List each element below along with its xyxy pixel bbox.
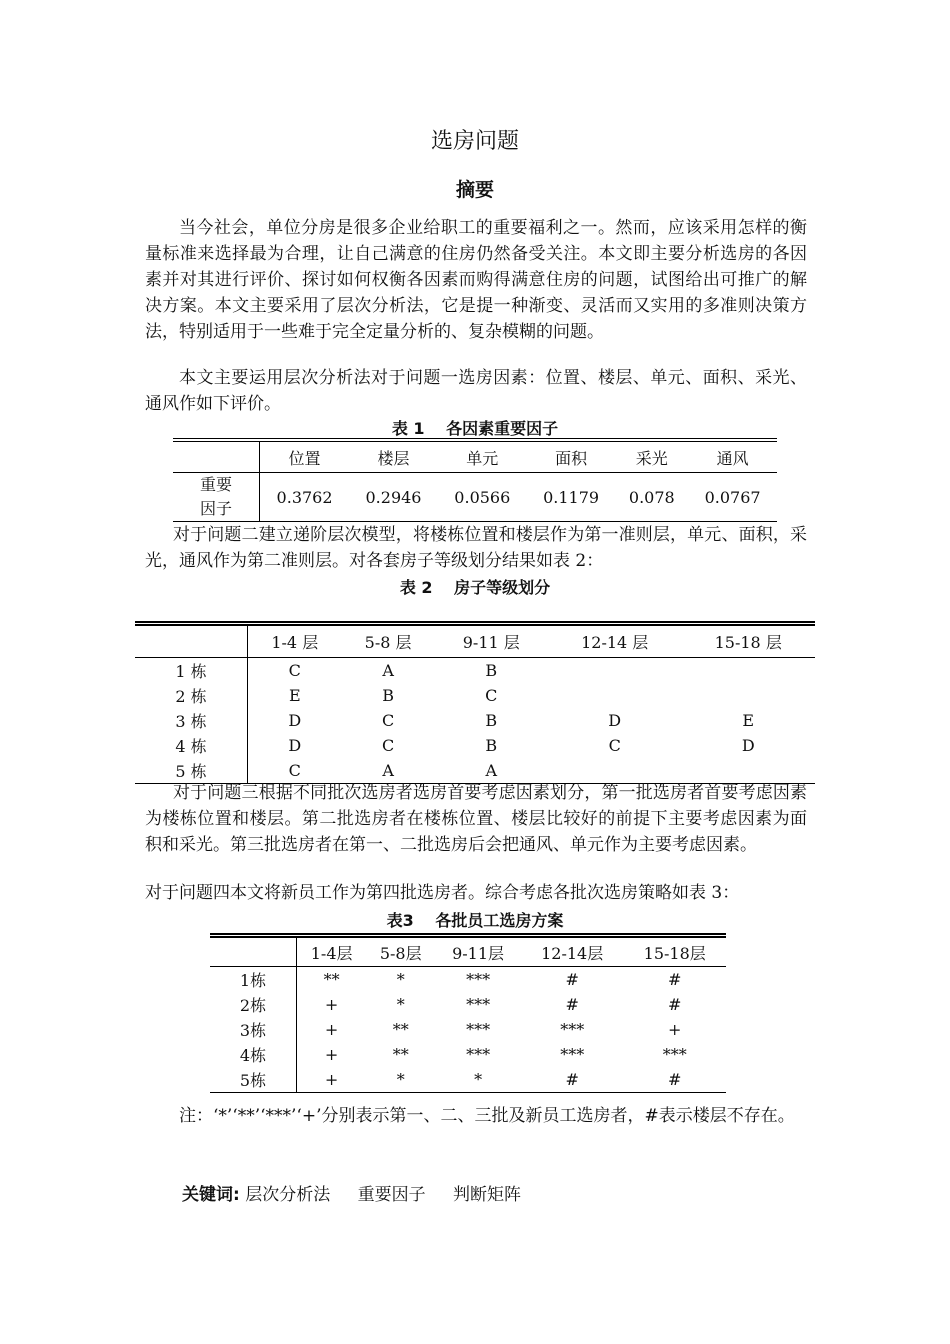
table2-caption: 表 2 房子等级划分	[399, 578, 551, 597]
table-cell: E	[288, 686, 301, 705]
table-cell: A	[485, 761, 498, 780]
table-row	[210, 992, 726, 1017]
table-header-cell: 9-11 层	[435, 624, 548, 658]
row-label-line: 因子	[199, 499, 232, 518]
page-title: 选房问题	[430, 129, 519, 154]
table-header-cell: 1-4 层	[248, 624, 342, 658]
table-cell	[548, 683, 682, 708]
table-header-cell: 9-11层	[435, 936, 521, 967]
keyword: 重要因子	[357, 1185, 426, 1205]
table-row	[210, 1017, 726, 1042]
table-cell: A	[382, 761, 394, 780]
table-header-cell: 1-4层	[297, 936, 367, 967]
table-cell: ***	[466, 995, 491, 1014]
table-header-cell: 15-18层	[623, 936, 726, 967]
house-grade-table	[135, 621, 815, 784]
problem2-paragraph: 对于问题二建立递阶层次模型，将楼栋位置和楼层作为第一准则层，单元、面积，采光，通风作为第二准则层。对各套房子等级划分结果如表 2：	[145, 525, 807, 571]
table-cell: #	[668, 970, 682, 989]
row-label	[173, 473, 260, 522]
factor-importance-table	[173, 438, 777, 522]
table-header-cell: 5-8层	[366, 936, 435, 967]
table-header-row	[173, 440, 777, 473]
problem3-paragraph: 对于问题三根据不同批次选房者选房首要考虑因素划分，第一批选房者首要考虑因素为楼栋位置和楼层。第二批选房者在楼栋位置、楼层比较好的前提下主要考虑因素为面积和采光。第三批选房者在第一、二批选房后会把通风、单元作为主要考虑因素。	[145, 783, 807, 855]
table-cell: +	[324, 1045, 339, 1064]
table-header-row	[135, 624, 815, 658]
table-header-cell: 通风	[688, 440, 777, 473]
table-cell: ***	[560, 1045, 585, 1064]
table-cell: 0.0566	[454, 487, 511, 507]
table-cell: ***	[466, 1020, 491, 1039]
table-row	[135, 733, 815, 758]
table3-note: 注：‘*’‘**’‘***’‘+’分别表示第一、二、三批及新员工选房者，#表示楼层不存在。	[179, 1106, 795, 1126]
table-header-cell: 5-8 层	[342, 624, 435, 658]
table-cell: D	[288, 736, 302, 755]
table-cell	[548, 658, 682, 684]
allocation-plan-table	[210, 933, 726, 1093]
table-cell: *	[396, 995, 405, 1014]
abstract-paragraph-1: 当今社会，单位分房是很多企业给职工的重要福利之一。然而，应该采用怎样的衡量标准来选择最为合理，让自己满意的住房仍然备受关注。本文即主要分析选房的各因素并对其进行评价、探讨如何权衡各因素而购得满意住房的问题，试图给出可推广的解决方案。本文主要采用了层次分析法，它是提一种渐变、灵活而又实用的多准则决策方法，特别适用于一些难于完全定量分析的、复杂模糊的问题。	[145, 218, 807, 342]
table-cell: D	[741, 736, 755, 755]
row-label: 2栋	[210, 992, 297, 1017]
row-label-line: 重要	[199, 475, 232, 494]
row-label: 5栋	[210, 1067, 297, 1093]
table-cell: C	[608, 736, 621, 755]
row-label: 3栋	[210, 1017, 297, 1042]
table-cell: *	[396, 970, 405, 989]
table-cell: C	[288, 761, 301, 780]
table-header-cell: 单元	[438, 440, 527, 473]
table-cell: D	[608, 711, 622, 730]
keywords-line	[182, 1180, 543, 1205]
row-label: 2 栋	[135, 683, 248, 708]
table-row	[135, 708, 815, 733]
table-cell: C	[288, 661, 301, 680]
table-corner-cell	[210, 936, 297, 967]
table-row	[173, 473, 777, 522]
row-label: 4栋	[210, 1042, 297, 1067]
table-cell: A	[382, 661, 394, 680]
table-cell: B	[485, 711, 498, 730]
table-cell: C	[485, 686, 498, 705]
table-cell: #	[565, 1070, 579, 1089]
table-row	[210, 967, 726, 993]
table-cell: #	[565, 970, 579, 989]
table-cell: B	[485, 661, 498, 680]
table-header-cell: 12-14层	[521, 936, 624, 967]
table-header-cell: 12-14 层	[548, 624, 682, 658]
table-corner-cell	[173, 440, 260, 473]
table-header-cell: 楼层	[349, 440, 438, 473]
abstract-paragraph-2: 本文主要运用层次分析法对于问题一选房因素：位置、楼层、单元、面积、采光、通风作如下评价。	[145, 368, 807, 414]
table-cell: ***	[466, 1045, 491, 1064]
table-cell: #	[668, 995, 682, 1014]
table3-caption: 表3 各批员工选房方案	[386, 911, 564, 930]
abstract-heading: 摘要	[455, 179, 494, 201]
table-cell: 0.1179	[543, 487, 600, 507]
row-label: 5 栋	[135, 758, 248, 784]
table-cell: *	[474, 1070, 483, 1089]
table-row	[210, 1042, 726, 1067]
table1-caption: 表 1 各因素重要因子	[391, 419, 559, 438]
keyword: 层次分析法	[245, 1185, 331, 1205]
table-cell: **	[323, 970, 340, 989]
table-cell: D	[288, 711, 302, 730]
table-cell: +	[668, 1020, 682, 1039]
table-cell: **	[392, 1045, 409, 1064]
table-cell: ***	[560, 1020, 585, 1039]
table-cell: 0.2946	[365, 487, 422, 507]
row-label: 1 栋	[135, 658, 248, 684]
table-corner-cell	[135, 624, 248, 658]
table-cell: B	[382, 686, 394, 705]
table-cell	[681, 683, 815, 708]
row-label: 4 栋	[135, 733, 248, 758]
table-cell: #	[565, 995, 579, 1014]
table-row	[210, 1067, 726, 1093]
table-cell: C	[381, 711, 395, 730]
table-cell: #	[668, 1070, 682, 1089]
problem4-paragraph: 对于问题四本文将新员工作为第四批选房者。综合考虑各批次选房策略如表 3：	[145, 883, 740, 903]
table-header-cell: 15-18 层	[681, 624, 815, 658]
table-cell: 0.0767	[704, 487, 761, 507]
table-cell: C	[381, 736, 395, 755]
table-cell: 0.3762	[276, 487, 333, 507]
table-row	[135, 683, 815, 708]
table-cell: **	[392, 1020, 409, 1039]
table-header-cell: 采光	[615, 440, 688, 473]
table-header-row	[210, 936, 726, 967]
keyword: 判断矩阵	[453, 1185, 522, 1205]
table-cell: +	[324, 1070, 339, 1089]
table-cell: +	[324, 995, 339, 1014]
table-cell: E	[742, 711, 755, 730]
table-cell	[681, 658, 815, 684]
row-label: 1栋	[210, 967, 297, 993]
table-header-cell: 位置	[260, 440, 350, 473]
keywords-label: 关键词:	[182, 1185, 240, 1205]
table-cell: ***	[662, 1045, 687, 1064]
table-row	[135, 658, 815, 684]
table-cell: ***	[466, 970, 491, 989]
table-header-cell: 面积	[527, 440, 616, 473]
table-cell: *	[396, 1070, 405, 1089]
table-cell: B	[485, 736, 498, 755]
table-cell: +	[324, 1020, 339, 1039]
table-cell: 0.078	[628, 487, 675, 507]
row-label: 3 栋	[135, 708, 248, 733]
